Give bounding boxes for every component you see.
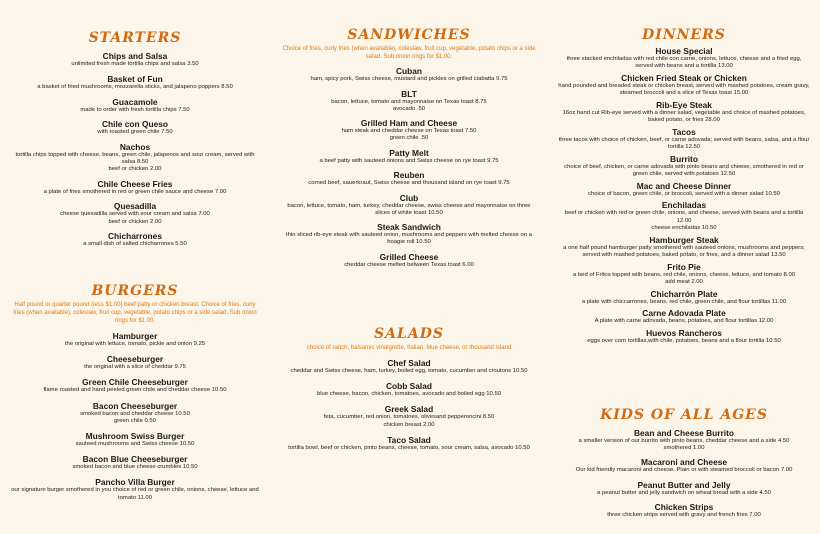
- menu-item-description: ham, spicy pork, Swiss cheese, mustard and pickles on grilled ciabatta 9.75: [310, 76, 508, 83]
- menu-item: [276, 222, 542, 246]
- menu-item-name: Steak Sandwich: [377, 222, 441, 233]
- menu-item: [554, 428, 814, 452]
- menu-item: [276, 89, 542, 113]
- menu-item: [6, 331, 264, 348]
- menu-item: [6, 401, 264, 425]
- menu-item-description: a plate of fries smothered in red or green chile sauce and cheese 7.00: [43, 188, 227, 195]
- menu-item-name: Cheeseburger: [106, 354, 164, 365]
- menu-item-name: Mac and Cheese Dinner: [636, 180, 732, 191]
- menu-item: [554, 46, 814, 70]
- menu-item-name: Chile Cheese Fries: [97, 178, 173, 189]
- section-heading: BURGERS: [91, 283, 179, 299]
- menu-item: [554, 308, 814, 325]
- menu-item-addon: beef or chicken 2.00: [108, 166, 162, 173]
- menu-item: [6, 142, 264, 174]
- menu-item: [276, 381, 542, 398]
- menu-item-description: choice of bacon, green chile, or broccoli, served with a dinner salad 10.50: [588, 190, 780, 197]
- menu-item-description: bacon, lettuce, tomato and mayonnaise on Texas toast 8.75: [331, 98, 487, 105]
- menu-section-salads: [276, 326, 542, 452]
- menu-section-starters: [6, 30, 264, 248]
- menu-item-description: a peanut butter and jelly sandwich on wheat bread with a side 4.50: [597, 489, 771, 496]
- menu-item-name: Chicharrón Plate: [650, 288, 718, 299]
- menu-item-description: the original with lettuce, tomato, pickle and onion 9.25: [64, 341, 206, 347]
- menu-item-name: Mushroom Swiss Burger: [85, 431, 185, 442]
- menu-item-name: Chicken Fried Steak or Chicken: [621, 72, 747, 83]
- menu-item: [276, 148, 542, 165]
- menu-item-description: our signature burger smothered in you choice of red or green chile, onions, cheese, lettuce and tomato 11.00: [11, 487, 259, 501]
- menu-item-description: feta, cucumber, red onion, tomatoes, olivesand pepperoncini 8.50: [323, 414, 495, 421]
- menu-item-description: cheddar cheese melted between Texas toast 6.00: [344, 261, 474, 268]
- menu-item: [6, 477, 264, 501]
- menu-section-dinners: [554, 27, 814, 345]
- menu-item-name: Bacon Blue Cheeseburger: [82, 454, 188, 465]
- menu-item: [554, 289, 814, 306]
- menu-item-name: Taco Salad: [387, 434, 431, 445]
- menu-item: [6, 377, 264, 394]
- menu-item-name: Cuban: [395, 66, 423, 77]
- menu-item-addon: beef or chicken 2.00: [108, 218, 162, 225]
- menu-item: [276, 404, 542, 428]
- menu-item-description: the original with a slice of cheddar 9.75: [84, 364, 186, 371]
- menu-item-addon: cheese enchiladas 10.50: [651, 224, 717, 231]
- menu-item-description: a beef patty with sauteed onions and Swiss cheese on rye toast 9.75: [319, 157, 499, 164]
- menu-item: [276, 252, 542, 269]
- menu-item-name: Nachos: [119, 141, 151, 152]
- menu-item-description: A plate with carne adovada, beans, potatoes, and flour tortillas 12.00: [594, 318, 774, 325]
- menu-item-description: 16oz hand cut Rib-eye served with a dinner salad, vegetable and choice of mashed potatoes, baked potato, or fries 28.00: [562, 109, 806, 123]
- menu-item: [554, 480, 814, 497]
- menu-item-description: a bed of Fritos topped with beans, red chile, onions, cheese, lettuce, and tomato 8.00: [572, 271, 796, 278]
- menu-column-1: [6, 0, 264, 534]
- menu-item-name: Frito Pie: [667, 261, 701, 272]
- menu-item-name: Reuben: [393, 170, 425, 181]
- menu-item-description: unlimited fresh made tortilla chips and salsa 3.50: [71, 61, 199, 68]
- menu-item: [6, 97, 264, 114]
- menu-item-description: flame roasted and hand peeled green chile and cheddar cheese 10.50: [43, 387, 227, 394]
- menu-item-description: a basket of fried mushrooms, mozzarella sticks, and jalapeno poppers 8.50: [37, 83, 233, 90]
- menu-item-name: Tacos: [672, 126, 696, 137]
- menu-item: [554, 200, 814, 232]
- menu-section-sandwiches: [276, 27, 542, 269]
- menu-item-description: ham steak and cheddar cheese on Texas toast 7.50: [341, 128, 477, 135]
- menu-item: [554, 328, 814, 345]
- menu-item: [6, 74, 264, 91]
- menu-item-description: with roasted green chile 7.50: [97, 129, 173, 136]
- section-heading: DINNERS: [642, 27, 726, 43]
- menu-item: [554, 457, 814, 474]
- menu-item: [6, 431, 264, 448]
- menu-item-description: thin sliced rib-eye steak with sauteed onion, mushrooms and peppers with melted cheese on a hoagie roll 10.50: [286, 232, 532, 246]
- menu-item-description: cheddar and Swiss cheese, ham, turkey, boiled egg, tomato, cucumber and croutons 10.50: [290, 368, 528, 374]
- menu-item: [554, 154, 814, 178]
- menu-item-name: Chips and Salsa: [102, 51, 168, 62]
- menu-item: [6, 119, 264, 136]
- menu-item-description: beef or chicken with red or green chile, onions, and cheese, served with beans and a tortilla 12.00: [564, 210, 804, 224]
- menu-item-addon: avocado .50: [392, 105, 426, 112]
- menu-item: [6, 51, 264, 68]
- menu-item-addon: green chile .50: [389, 135, 429, 142]
- section-heading: STARTERS: [88, 30, 182, 46]
- menu-item: [6, 454, 264, 471]
- menu-item: [276, 193, 542, 217]
- menu-item-name: Guacamole: [112, 96, 158, 107]
- section-note: Choice of fries, curly fries (when available), coleslaw, fruit cup, vegetable, potato chips or a side salad. Sub onion rings for $1.00.: [282, 46, 536, 60]
- menu-item-name: Chicken Strips: [654, 501, 714, 512]
- menu-item-name: Carne Adovada Plate: [642, 308, 726, 319]
- menu-item-name: Grilled Cheese: [379, 251, 439, 262]
- menu-item: [276, 170, 542, 187]
- menu-item-description: bacon, lettuce, tomato, ham, turkey, cheddar cheese, swiss cheese and mayonnaise on three slices of white toast 10.50: [287, 202, 531, 216]
- menu-item-name: Club: [399, 192, 419, 203]
- section-heading: KIDS OF ALL AGES: [600, 407, 768, 423]
- menu-item-name: Enchiladas: [661, 200, 707, 211]
- menu-item-name: Chicharrones: [108, 231, 162, 242]
- menu-item: [554, 262, 814, 286]
- menu-item-description: eggs over corn tortillas,with chile, potatoes, beans and a flour tortilla 10.50: [587, 338, 781, 345]
- menu-item-name: BLT: [401, 88, 417, 99]
- menu-item-name: House Special: [655, 45, 713, 56]
- menu-item-name: Pancho Villa Burger: [95, 477, 175, 488]
- menu-item: [276, 66, 542, 83]
- menu-column-3: [554, 0, 814, 534]
- menu-item-description: tortilla bowl, beef or chicken, pinto beans, cheese, tomato, sour cream, salsa, avocado 10.50: [288, 444, 530, 451]
- menu-item-addon: green chile 0.50: [114, 417, 156, 424]
- section-heading: SANDWICHES: [347, 27, 471, 43]
- menu-item: [6, 179, 264, 196]
- menu-item: [6, 201, 264, 225]
- menu-item: [276, 118, 542, 142]
- menu-item-description: a one half pound hamburger patty smothered with sauteed onions, mushrooms and peppers; served with mashed potatoes, baked potato, or fries, and a dinner salad 13.50: [563, 244, 805, 258]
- menu-item-description: choice of beef, chicken, or carne adovada with pinto beans and cheese, smothered in red or green chile, served with potatoes 12.50: [564, 163, 804, 177]
- section-heading: SALADS: [374, 326, 444, 342]
- menu-item-name: Quesadilla: [113, 201, 157, 212]
- menu-item-name: Greek Salad: [384, 404, 434, 415]
- menu-item-name: Chile con Queso: [101, 119, 169, 130]
- menu-item-name: Basket of Fun: [107, 73, 163, 84]
- menu-item-description: blue cheese, bacon, chicken, tomatoes, avocado and boiled egg 10.50: [316, 391, 502, 398]
- menu-item-name: Macaroni and Cheese: [640, 457, 728, 468]
- menu-item-description: cheese quesadilla served with sour cream and salsa 7.00: [60, 211, 210, 218]
- section-note: choice of ranch, balsamic vinaigrette, Italian, blue cheese, or thousand island: [306, 345, 512, 351]
- menu-item-name: Hamburger: [112, 331, 158, 341]
- menu-item-name: Chef Salad: [387, 358, 431, 368]
- menu-item: [6, 231, 264, 248]
- menu-item-description: smoked bacon and cheddar cheese 10.50: [80, 410, 190, 417]
- menu-item: [554, 235, 814, 259]
- menu-item: [276, 435, 542, 452]
- menu-item-description: made to order with fresh tortilla chips 7.50: [80, 106, 190, 113]
- menu-item-description: a plate with chiccarrones, beans, red chile, green chile, and flour tortillas 11.00: [581, 298, 787, 305]
- menu-item-description: three stacked enchiladas with red chile con carne, onions, lettuce, cheese and a fried egg, served with beans and a tortilla 13.00: [566, 55, 802, 69]
- menu-item-description: sauteed mushrooms and Swiss cheese 10.50: [75, 441, 195, 448]
- menu-item-name: Cobb Salad: [385, 381, 433, 392]
- menu-item-description: hand pounded and breaded steak or chicken breast, served with mashed potatoes, cream gravy, steamed broccoli and a slice of Texas toast 15.00: [558, 82, 810, 96]
- menu-item: [554, 181, 814, 198]
- menu-item-description: three chicken strips served with gravy and french fries 7.00: [607, 511, 761, 518]
- menu-item-description: Our kid friendly macaroni and cheese. Plain or with steamed broccoli or bacon 7.00: [575, 467, 793, 474]
- menu-section-kids-of-all-ages: [554, 407, 814, 519]
- menu-item-name: Peanut Butter and Jelly: [637, 479, 731, 490]
- menu-item: [554, 127, 814, 151]
- menu-item-name: Green Chile Cheeseburger: [82, 377, 188, 388]
- menu-item-description: a small dish of salted chicharrones 5.50: [83, 241, 187, 248]
- menu-item: [554, 100, 814, 124]
- menu-item-name: Huevos Rancheros: [646, 328, 722, 339]
- menu-item-description: three tacos with choice of chicken, beef, or carne adovada; served with beans, salsa, and a flour tortilla 12.50: [558, 136, 810, 150]
- menu-item-description: tortilla chips topped with cheese, beans, green chile, jalapenos and sour cream, served with salsa 8.50: [15, 151, 255, 165]
- menu-item-addon: add meat 2.00: [665, 278, 703, 285]
- menu-item-name: Bacon Cheeseburger: [92, 400, 178, 411]
- menu-item: [6, 354, 264, 371]
- menu-item-description: a smaller version of our burrito with pinto beans, cheddar cheese and a side 4.50: [578, 438, 790, 444]
- menu-item-addon: smothered 1.00: [663, 445, 705, 452]
- menu-item-addon: chicken breast 2.00: [383, 421, 435, 428]
- menu-item: [554, 502, 814, 519]
- menu-item-name: Grilled Ham and Cheese: [360, 118, 458, 129]
- menu-item-name: Bean and Cheese Burrito: [633, 428, 735, 438]
- menu-item: [276, 358, 542, 375]
- section-note: Half pound or quarter pound (less $1.00) beef patty or chicken breast. Choice of fries, curly fries (when available), coleslaw, fruit cup, vegetable, potato chips or a side salad. Sub onion rings for $1.00.: [13, 302, 257, 324]
- menu-item-description: smoked bacon and blue cheese crumbles 10.50: [72, 464, 198, 471]
- menu-column-2: [276, 0, 542, 534]
- menu-item-name: Burrito: [670, 153, 698, 164]
- menu-item-name: Rib-Eye Steak: [656, 99, 712, 110]
- menu-item: [554, 73, 814, 97]
- menu-section-burgers: [6, 283, 264, 502]
- menu-item-name: Hamburger Steak: [649, 234, 719, 245]
- menu-item-description: corned beef, sauerkraut, Swiss cheese and thousand island on rye toast 9.75: [308, 180, 510, 187]
- menu-item-name: Patty Melt: [389, 147, 429, 158]
